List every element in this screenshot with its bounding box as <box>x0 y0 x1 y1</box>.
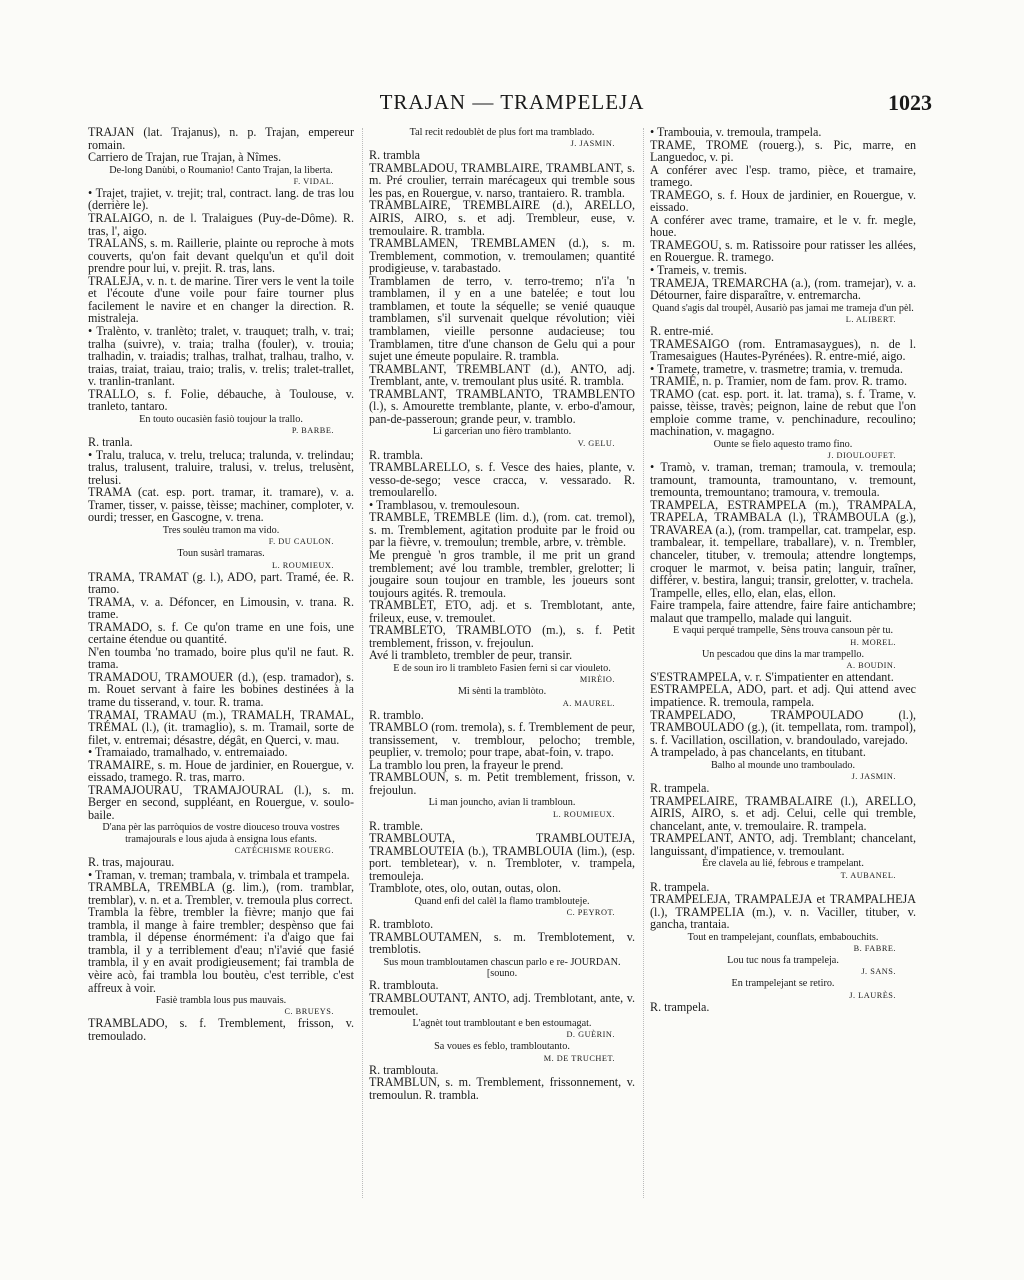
quotation: Li man jouncho, avian li trambloun. <box>428 797 576 809</box>
quotation-author: A. BOUDIN. <box>846 660 896 670</box>
dictionary-entry: R. trampela. <box>650 781 710 795</box>
dictionary-entry: R. tramblo. <box>369 707 424 722</box>
quotation: De-long Danùbi, o Roumanìo! Canto Trajan, la liberta. <box>109 164 333 176</box>
dictionary-entry: Avé li trambleto, trembler de peur, transir. <box>369 648 573 663</box>
quotation-author: T. AUBANEL. <box>840 870 896 880</box>
dictionary-entry: TRAMBLADOU, TRAMBLAIRE, TRAMBLANT, s. m. Pré croulier, terrain marécageux qui tremble sous les pas, en Rouergue, v. narso, trantaiero. R. trambla. <box>369 160 635 200</box>
dictionary-entry: Faire trampela, faire attendre, faire faire antichambre; malaut que trampello, malade qui languit. <box>650 598 916 625</box>
dictionary-entry: TRAMEGOU, s. m. Ratissoire pour ratisser les allées, en Rouergue. R. tramego. <box>650 237 916 265</box>
dictionary-entry: La tramblo lou pren, la frayeur le prend. <box>369 757 564 772</box>
column-divider <box>362 128 364 1198</box>
dictionary-entry: TRAMBLOUTANT, ANTO, adj. Tremblotant, ante, v. tremoulet. <box>369 991 635 1018</box>
dictionary-entry: • Tralènto, v. tranlèto; tralet, v. trauquet; tralh, v. trai; tralha (suivre), v. traia; tralha (fouler), v. trouia; tralhadin, v. traiadis; tralhas, tralhat, tralhau, tralho, v. traias, traiat, traiau, traio; tralis, v. trelis; tralet-trallet, v. tranlin-tranlant. <box>88 323 354 389</box>
dictionary-entry: TRAMAJOURAU, TRAMAJOURAL (l.), s. m. Berger en second, suppléant, en Rouergue, v. soulo-baile. <box>88 782 354 822</box>
running-title: TRAJAN — TRAMPELEJA <box>379 90 645 114</box>
column-middle <box>369 126 635 1101</box>
quotation-author: MIRÈIO. <box>579 675 615 685</box>
quotation-author: CATÉCHISME ROUERG. <box>234 846 334 856</box>
dictionary-entry: TRAMPELEJA, TRAMPALEJA et TRAMPALHEJA (l.), TRAMPELIA (m.), v. n. Vaciller, tituber, v. gancha, trantaia. <box>650 892 916 932</box>
dictionary-entry: TRAMIÉ, n. p. Tramier, nom de fam. prov. R. tramo. <box>650 374 908 389</box>
quotation: Tres soulèu tramon ma vido. <box>162 524 280 536</box>
quotation-author: P. BARBE. <box>291 426 334 436</box>
dictionary-entry: S'ESTRAMPELA, v. r. S'impatienter en attendant. <box>650 669 894 684</box>
quotation-author: H. MOREL. <box>850 637 896 647</box>
page-number: 1023 <box>888 90 932 115</box>
quotation-author: D. GUÈRIN. <box>566 1030 615 1040</box>
quotation: Balho al mounde uno tramboulado. <box>710 759 855 771</box>
quotation-author: F. DU CAULON. <box>268 537 334 547</box>
dictionary-entry: • Trameis, v. tremis. <box>650 263 747 278</box>
dictionary-entry: TRAMBLANT, TREMBLANT (d.), ANTO, adj. Tremblant, ante, v. tremoulant plus usité. R. trambla. <box>369 361 635 389</box>
quotation: D'ana pèr las parròquios de vostre diouceso trouva vostres tramajourals e lous ajuda à ensigna lous efants. <box>102 822 340 845</box>
quotation-author: A. MAUREL. <box>562 698 615 708</box>
dictionary-entry: TRAMBLOUN, s. m. Petit tremblement, frisson, v. frejoulun. <box>369 770 635 797</box>
dictionary-entry: Trambla la fèbre, trembler la fièvre; manjo que fai trambla, il mange à faire trembler; despènso que fai trambla, il dépense énormément: i'a d'aigo que fai trambla, il y a terriblement d'eau; n'i'avié que fasié trambla, il y en avait prodigieusement; fai trambla de vèire acò, fai trambla lou boutèu, c'est terrible, c'est affreux à voir. <box>88 905 354 995</box>
dictionary-entry: TRAMESAIGO (rom. Entramasaygues), n. de l. Tramesaigues (Hautes-Pyrénées). R. entre-mié, aigo. <box>650 336 916 364</box>
dictionary-entry: R. trampela. <box>650 879 710 894</box>
quotation: Tout en trampelejant, counflats, embabouchits. <box>687 931 879 943</box>
dictionary-entry: Me prenguè 'n gros tramble, il me prit un grand tremblement; avé lou tramble, trembler, grelotter; li jougaire soun toujour en tramble, les joueurs sont toujours agités. R. tremoula. <box>369 548 635 600</box>
dictionary-entry: Trampelle, elles, ello, elan, elas, ellon. <box>650 585 836 600</box>
quotation: Tal recit redoublèt de plus fort ma tramblado. <box>409 127 595 138</box>
quotation: E de soun iro li trambleto Fasien fernì si car vìouleto. <box>393 662 611 674</box>
quotation-author: L. ROUMIEUX. <box>272 560 334 570</box>
dictionary-entry: TRAMAIRE, s. m. Houe de jardinier, en Rouergue, v. eissado, tramego. R. tras, marro. <box>88 757 354 785</box>
dictionary-entry: TRALLO, s. f. Folie, débauche, à Toulouse, v. tranleto, tantaro. <box>88 386 354 414</box>
dictionary-entry: • Tralu, traluca, v. trelu, treluca; tralunda, v. trelindau; tralus, tralusent, traluire, tralusi, v. trelus, trelusènt, trelusi. <box>88 447 354 487</box>
dictionary-entry: TRAMA (cat. esp. port. tramar, it. tramare), v. a. Tramer, tisser, v. paisse, tèisse; machiner, comploter, v. ourdi; tresser, en Gascogne, v. trena. <box>88 485 354 525</box>
dictionary-entry: TRAMBLAMEN, TREMBLAMEN (d.), s. m. Tremblement, commotion, v. tremoulamen; quantité prodigieuse, v. tarabastado. <box>369 236 635 276</box>
quotation: Lou tuc nous fa trampeleja. <box>727 955 839 967</box>
quotation-author: J. JASMIN. <box>570 139 615 149</box>
quotation-author: C. PEYROT. <box>566 908 615 918</box>
dictionary-entry: R. trampela. <box>650 999 710 1014</box>
dictionary-entry: TRAMBLOUTA, TRAMBLOUTEJA, TRAMBLOUTEIA (b.), TRAMBLOUIA (lim.), (esp. port. tembletear), v. n. Trembloter, v. trampela, tremouleja. <box>369 831 635 883</box>
dictionary-entry: • Tramete, trametre, v. trasmetre; tramia, v. tremuda. <box>650 361 903 376</box>
dictionary-entry: A conférer avec trame, tramaire, et le v. fr. megle, houe. <box>650 212 916 240</box>
dictionary-entry: TRALANS, s. m. Raillerie, plainte ou reproche à mots couverts, qu'on fait devant quelqu'un et qu'il doit prendre pour lui, v. prejit. R. tras, lans. <box>88 236 354 276</box>
dictionary-entry: TRAMADOU, TRAMOUER (d.), (esp. tramador), s. m. Rouet servant à faire les bobines destinées à la trame du tisserand, v. tour. R. trama. <box>88 669 354 709</box>
dictionary-entry: TRAMBLAIRE, TREMBLAIRE (d.), ARELLO, AIRIS, AIRO, s. et adj. Trembleur, euse, v. tremoulaire. R. trambla. <box>369 198 635 238</box>
column-left <box>88 126 354 1042</box>
quotation: Fasiè trambla lous pus mauvais. <box>155 995 287 1007</box>
dictionary-entry: • Tramaiado, tramalhado, v. entremaiado. <box>88 745 288 760</box>
column-divider <box>643 128 645 1198</box>
quotation-author: J. JASMIN. <box>851 772 896 781</box>
quotation-author: C. BRUEYS. <box>284 1007 334 1017</box>
dictionary-entry: TRAMBLE, TREMBLE (lim. d.), (rom. cat. tremol), s. m. Tremblement, agitation produite par le froid ou par la fièvre, v. tremoulun; tremble, arbre, v. trèmble. <box>369 510 635 550</box>
dictionary-entry: R. trambla <box>369 148 421 163</box>
dictionary-entry: A conférer avec l'esp. tramo, pièce, et tramaire, tramego. <box>650 162 916 190</box>
dictionary-entry: TRAMBLOUTAMEN, s. m. Tremblotement, v. tremblotis. <box>369 929 635 957</box>
dictionary-entry: R. tramble. <box>369 818 424 833</box>
dictionary-entry: R. trambla. <box>369 447 424 462</box>
dictionary-entry: TRALAIGO, n. de l. Tralaigues (Puy-de-Dôme). R. tras, l', aigo. <box>88 211 354 238</box>
dictionary-entry: R. tramblouta. <box>369 978 439 993</box>
dictionary-entry: • Tramblasou, v. tremoulesoun. <box>369 497 520 512</box>
quotation: Un pescadou que dins la mar trampello. <box>701 648 865 660</box>
dictionary-entry: TRAMBLET, ETO, adj. et s. Tremblotant, ante, frileux, euse, v. tremoulet. <box>369 598 635 625</box>
dictionary-entry: TRAME, TROME (rouerg.), s. Pic, marre, en Languedoc, v. pi. <box>650 137 916 165</box>
dictionary-entry: TRAMPELADO, TRAMPOULADO (l.), TRAMBOULADO (g.), (it. tempellata, rom. trampol), s. f. Vacillation, oscillation, v. brandoulado, varejado. <box>650 707 916 747</box>
quotation-author: M. DE TRUCHET. <box>543 1053 615 1063</box>
quotation-author: L. ALIBERT. <box>845 314 896 324</box>
quotation: Li garcerian uno fièro tramblanto. <box>432 426 572 438</box>
page-header <box>90 90 934 126</box>
dictionary-entry: • Trajet, trajiet, v. trejit; tral, contract. lang. de tras lou (derrière le). <box>88 185 354 213</box>
quotation-author: J. LAURÈS. <box>849 990 896 1000</box>
dictionary-entry: N'en toumba 'no tramado, boire plus qu'il ne faut. R. trama. <box>88 644 354 672</box>
dictionary-entry: TRAMBLETO, TRAMBLOTO (m.), s. f. Petit tremblement, frisson, v. frejoulun. <box>369 623 635 650</box>
dictionary-entry: TRAMBLANT, TRAMBLANTO, TRAMBLENTO (l.), s. Amourette tremblante, plante, v. erbo-d'amour, pan-de-passeroun; grande peur, v. tramblo. <box>369 386 635 426</box>
dictionary-entry: TRAMBLA, TREMBLA (g. lim.), (rom. tramblar, tremblar), v. n. et a. Trembler, v. tremoula plus correct. <box>88 880 354 907</box>
dictionary-entry: TRAMBLUN, s. m. Tremblement, frissonnement, v. tremoulun. R. trambla. <box>369 1075 635 1102</box>
quotation: Ère clavela au lié, febrous e trampelant. <box>702 858 864 870</box>
quotation: En trampelejant se retiro. <box>731 978 835 990</box>
quotation-author: B. FABRE. <box>853 944 896 954</box>
quotation-author: J. SANS. <box>861 967 896 977</box>
dictionary-entry: TRAMBLO (rom. tremola), s. f. Tremblement de peur, transissement, v. tremblour, pelocho; tremble, peuplier, v. tremolo; pour trape, abat-foin, v. trapo. <box>369 720 635 760</box>
dictionary-entry: TRAMA, v. a. Défoncer, en Limousin, v. trana. R. trame. <box>88 594 354 622</box>
quotation-author: F. VIDAL. <box>293 176 334 186</box>
dictionary-entry: A trampelado, à pas chancelants, en titubant. <box>650 745 866 760</box>
dictionary-entry: TRAMEGO, s. f. Houx de jardinier, en Rouergue, v. eissado. <box>650 187 916 215</box>
dictionary-entry: TRAMEJA, TREMARCHA (a.), (rom. tramejar), v. a. Détourner, faire disparaître, v. entremarcha. <box>650 275 916 303</box>
dictionary-entry: TRAMBLARELLO, s. f. Vesce des haies, plante, v. vesso-de-sego; vesce cracca, v. vessarado. R. tremoularello. <box>369 460 635 500</box>
dictionary-entry: TRAMO (cat. esp. port. it. lat. trama), s. f. Trame, v. paisse, tèisse, travès; peignon, laine de rebut que l'on emploie comme trame, v. penchinadure, recoulino; machination, v. magagno. <box>650 386 916 439</box>
dictionary-entry: R. entre-mié. <box>650 323 714 338</box>
dictionary-entry: Tramblamen de terro, v. terro-tremo; n'i'a 'n tramblamen, il y en a une batelée; e tout lou tramblamen, et toute la séquelle; se venié quauque tramblamen, s'il survenait quelque révolution; vièi tramblamen, vieille personne audacieuse; tou Tramblamen, titre d'une chanson de Gelu qui a pour sujet une émeute populaire. R. trambla. <box>369 273 635 364</box>
dictionary-entry: Carriero de Trajan, rue Trajan, à Nîmes. <box>88 150 282 165</box>
quotation: E vaqui perqué trampelle, Sèns trouva cansoun pèr tu. <box>672 625 894 637</box>
quotation: Toun susàrl tramaras. <box>177 548 265 560</box>
quotation: Mi sènti la tramblòto. <box>457 686 547 698</box>
column-right <box>650 126 916 1013</box>
quotation-author: V. GELU. <box>577 438 615 448</box>
quotation: Ounte se fielo aquesto tramo fino. <box>713 438 853 450</box>
quotation-author: L. ROUMIEUX. <box>553 809 615 819</box>
quotation: Sa voues es feblo, trambloutanto. <box>434 1041 570 1053</box>
dictionary-entry: TRAMPELA, ESTRAMPELA (m.), TRAMPALA, TRAPELA, TRAMBALA (l.), TRAMBOULA (g.), TRAVAREA (a.), (rom. trampellar, cat. trampelar, esp. trambalear, it. tempellare, traballare), v. n. Trembler, chanceler, tituber, v. tremoula; attendre longtemps, croquer le marmot, v. beisa patin; languir, traîner, différer, v. bestira, langui; transir, grelotter, v. trachela. <box>650 497 916 588</box>
dictionary-entry: TRAMA, TRAMAT (g. l.), ADO, part. Tramé, ée. R. tramo. <box>88 569 354 597</box>
dictionary-entry: R. tramblouta. <box>369 1062 439 1077</box>
dictionary-entry: • Trambouia, v. tremoula, trampela. <box>650 125 822 139</box>
dictionary-entry: Tramblote, otes, olo, outan, outas, olon. <box>369 881 562 896</box>
quotation: Quand s'agis dal troupèl, Ausariò pas jamai me trameja d'un pèl. <box>652 302 914 314</box>
dictionary-entry: • Tramò, v. traman, treman; tramoula, v. tremoula; tramount, tramounta, tramountano, v. tremount, tremounta, tremountano; tramoura, v. tremoula. <box>650 460 916 500</box>
quotation-author: J. DIOULOUFET. <box>827 451 896 461</box>
dictionary-entry: R. trambloto. <box>369 917 434 932</box>
dictionary-entry: TRAMPELAIRE, TRAMBALAIRE (l.), ARELLO, AIRIS, AIRO, s. et adj. Celui, celle qui tremble, chancelant, ante, v. tremoulaire. R. trampela. <box>650 793 916 833</box>
dictionary-entry: • Traman, v. treman; trambala, v. trimbala et trampela. <box>88 867 350 882</box>
quotation: En touto oucasièn fasiò toujour la trallo. <box>139 413 303 425</box>
dictionary-entry: TRAJAN (lat. Trajanus), n. p. Trajan, empereur romain. <box>88 125 354 152</box>
dictionary-entry: TRALEJA, v. n. t. de marine. Tirer vers le vent la toile et l'écoute d'une voile pour faire tourner plus facilement le navire et en changer la direction. R. mistraleja. <box>88 273 354 326</box>
dictionary-entry: TRAMBLADO, s. f. Tremblement, frisson, v. tremoulado. <box>88 1016 354 1043</box>
quotation: Quand enfi del calèl la flamo tramblouteje. <box>414 895 590 907</box>
dictionary-entry: R. tras, majourau. <box>88 855 175 870</box>
dictionary-entry: R. tranla. <box>88 435 133 450</box>
quotation: Sus moun trambloutamen chascun parlo e re- JOURDAN. [souno. <box>383 956 621 980</box>
dictionary-entry: TRAMADO, s. f. Ce qu'on trame en une fois, une certaine étendue ou quantité. <box>88 619 354 647</box>
dictionary-entry: TRAMPELANT, ANTO, adj. Tremblant; chancelant, languissant, d'impatience, v. tremoulant. <box>650 831 916 858</box>
dictionary-entry: TRAMAI, TRAMAU (m.), TRAMALH, TRAMAL, TRÉMAL (l.), (it. tramaglio), s. m. Tramail, sorte de filet, v. entremai; désastre, dégât, en Querci, v. mau. <box>88 707 354 747</box>
dictionary-entry: ESTRAMPELA, ADO, part. et adj. Qui attend avec impatience. R. tremoula, rampela. <box>650 682 916 709</box>
quotation: L'agnèt tout trambloutant e ben estoumagat. <box>412 1018 592 1030</box>
